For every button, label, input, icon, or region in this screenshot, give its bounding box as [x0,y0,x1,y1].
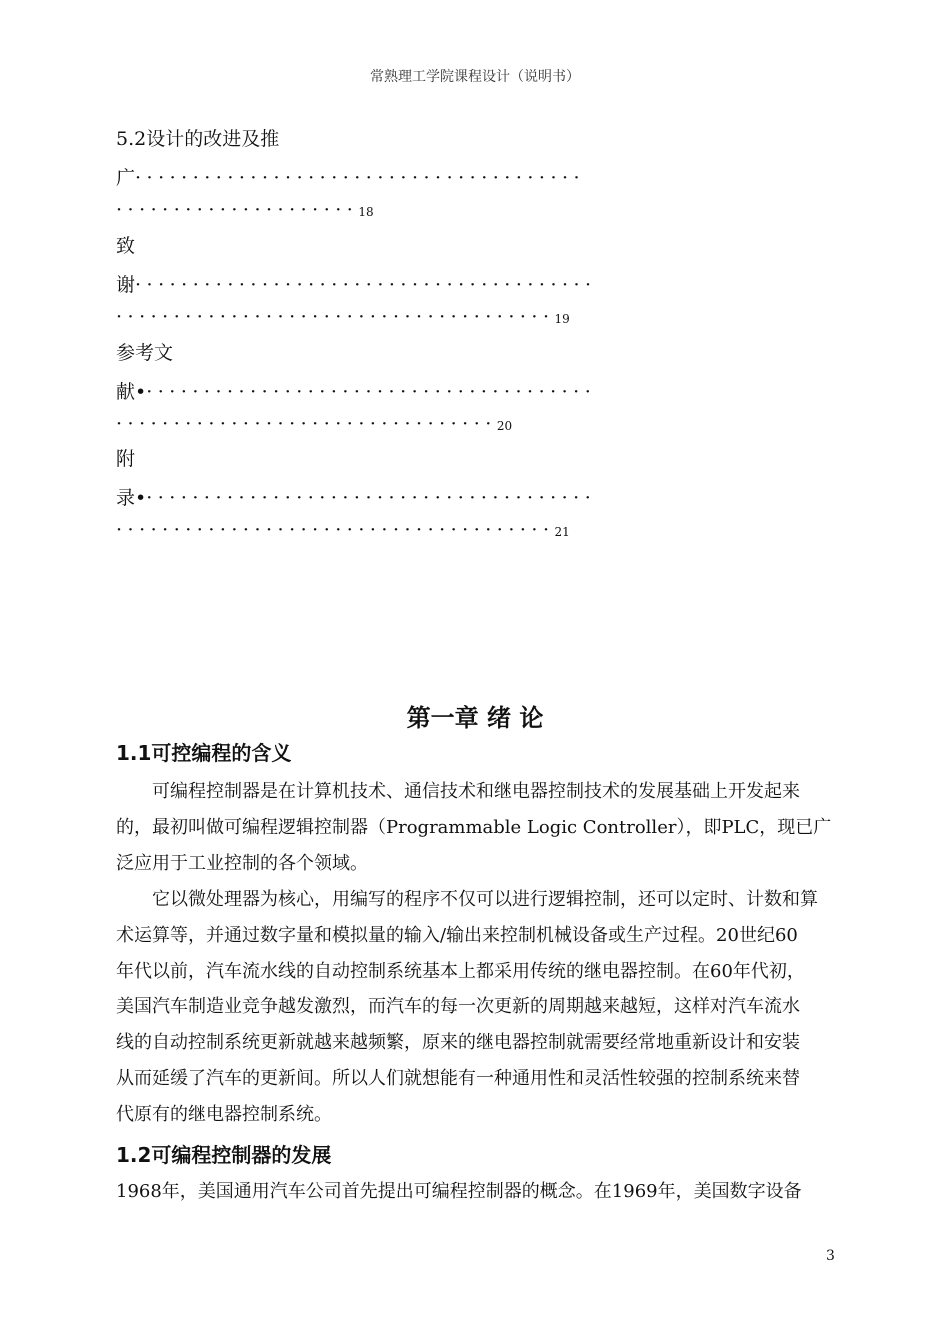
paragraph-line: 的，最初叫做可编程逻辑控制器（Programmable Logic Controller），即PLC，现已广 [116,816,832,838]
toc-leader-line [116,413,512,435]
paragraph [116,882,838,1133]
toc-entry-title-cont: 广······································· [116,167,586,189]
toc-entry-title-cont: 录•······································· [116,487,597,509]
toc-leader-line [116,199,374,221]
toc-leader-dots: ······································ [116,306,555,328]
toc-leader-dots: ····················· [116,199,359,221]
paragraph-line: 美国汽车制造业竞争越发激烈，而汽车的每一次更新的周期越来越短，这样对汽车流水 [116,996,800,1018]
toc-leader-dots: ······································· [146,487,597,509]
toc-page-number: 19 [554,312,570,326]
toc-leader-dots: ······································· [146,381,597,403]
toc-leader-dots: ································· [116,413,497,435]
page-number: 3 [826,1248,835,1264]
chapter-title: 第一章 绪 论 [406,704,544,732]
paragraph-line: 代原有的继电器控制系统。 [116,1103,332,1125]
section-heading: 1.2可编程控制器的发展 [116,1143,332,1167]
paragraph-line: 从而延缓了汽车的更新间。所以人们就想能有一种通用性和灵活性较强的控制系统来替 [116,1067,800,1089]
toc-entry-title: 参考文 [116,342,174,364]
toc-entry-title-cont: 谢········································ [116,274,597,296]
toc-leader-dots: ······································ [116,519,555,541]
paragraph-line: 年代以前，汽车流水线的自动控制系统基本上都采用传统的继电器控制。在60年代初， [116,960,805,982]
paragraph [116,774,838,881]
toc-entry-title-cont: 献•······································· [116,381,597,403]
toc-entry-title: 附 [116,448,136,470]
toc-page-number: 18 [358,205,374,219]
toc-leader-dots: ········································ [135,274,597,296]
page-header: 常熟理工学院课程设计（说明书） [370,69,580,85]
paragraph-line: 1968年，美国通用汽车公司首先提出可编程控制器的概念。在1969年，美国数字设备 [116,1181,802,1202]
paragraph-line: 泛应用于工业控制的各个领域。 [116,852,368,874]
paragraph-line: 它以微处理器为核心，用编写的程序不仅可以进行逻辑控制，还可以定时、计数和算 [116,889,818,910]
toc-leader-line [116,519,570,541]
section-heading: 1.1可控编程的含义 [116,741,292,765]
toc-page-number: 20 [496,419,513,433]
toc-leader-line [116,306,570,328]
toc-entry-title: 致 [116,235,136,257]
toc-page-number: 21 [554,525,570,539]
paragraph-line: 线的自动控制系统更新就越来越频繁，原来的继电器控制就需要经常地重新设计和安装 [116,1032,800,1054]
paragraph-line: 可编程控制器是在计算机技术、通信技术和继电器控制技术的发展基础上开发起来 [116,781,800,802]
paragraph [116,1174,838,1210]
toc-entry-title: 5.2设计的改进及推 [116,128,280,150]
paragraph-line: 术运算等，并通过数字量和模拟量的输入/输出来控制机械设备或生产过程。20世纪60 [116,924,798,946]
toc-leader-dots: ······································· [135,167,586,189]
